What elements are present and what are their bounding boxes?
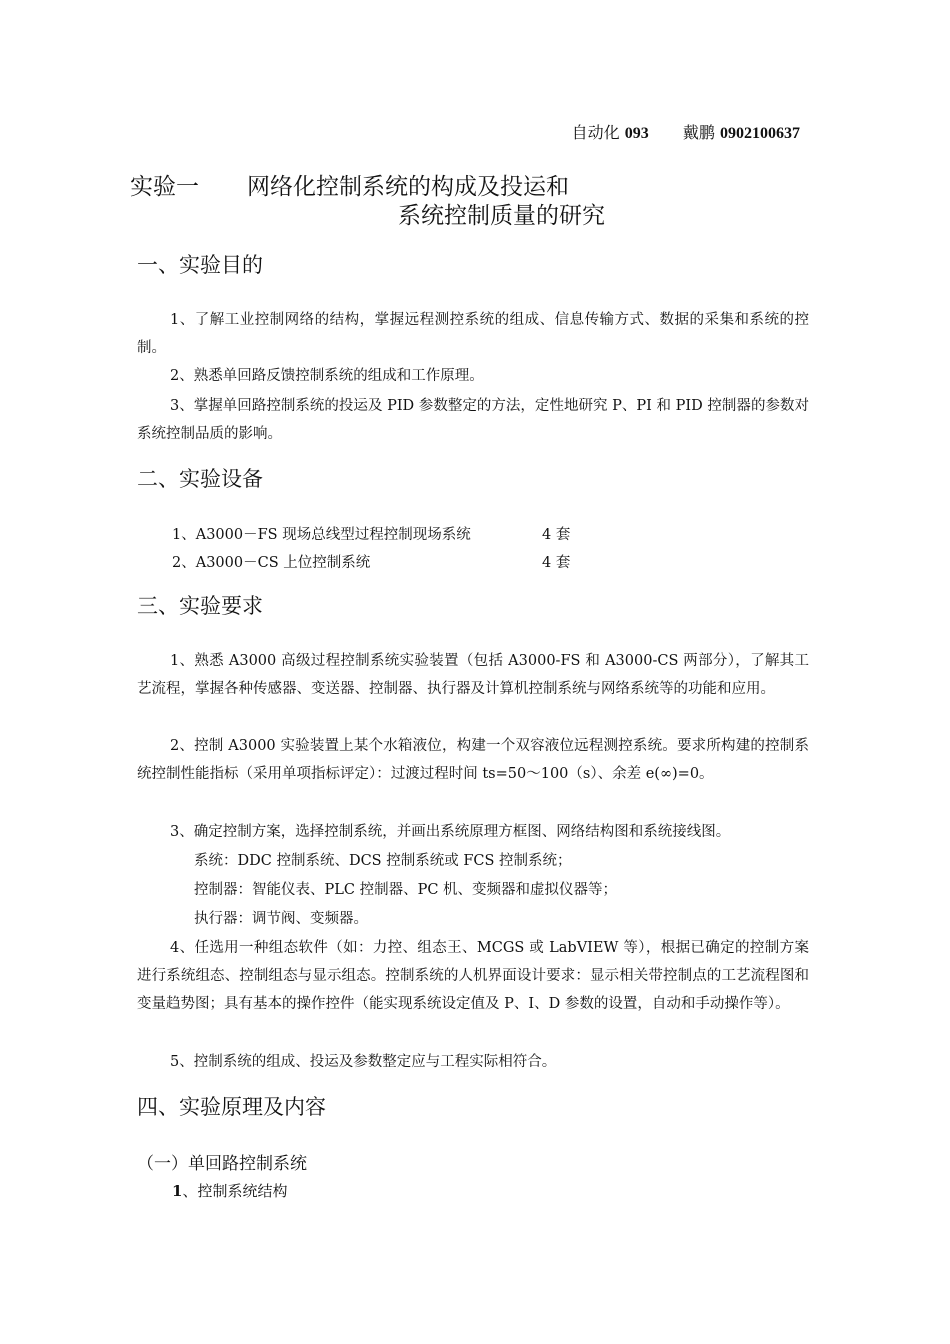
author-line [572,120,800,143]
equipment-item-2 [172,551,571,572]
purpose-item-2: 2、熟悉单回路反馈控制系统的组成和工作原理。 [170,368,484,384]
experiment-title-line2: 系统控制质量的研究 [398,203,605,229]
author-class-label: 自动化 [571,123,620,142]
section-heading-equipment: 二、实验设备 [137,467,263,491]
requirement-sub-system: 系统：DDC 控制系统、DCS 控制系统或 FCS 控制系统； [194,853,572,869]
requirement-item-1: 1、熟悉 A3000 高级过程控制系统实验装置（包括 A3000-FS 和 A3000-CS 两部分），了解其工艺流程，掌握各种传感器、变送器、控制器、执行器及计算机控制系统与网络系统等的功能和应用。 [137,653,809,697]
equipment-qty: 4 套 [542,527,571,543]
equipment-qty: 4 套 [542,555,571,571]
item-heading-control-structure [172,1180,287,1201]
subsection-heading-single-loop: （一）单回路控制系统 [137,1154,307,1174]
section-heading-purpose: 一、实验目的 [137,253,263,277]
requirement-item-3: 3、确定控制方案，选择控制系统，并画出系统原理方框图、网络结构图和系统接线图。 [170,824,731,840]
requirement-item-5: 5、控制系统的组成、投运及参数整定应与工程实际相符合。 [170,1054,557,1070]
purpose-item-1: 1、了解工业控制网络的结构，掌握远程测控系统的组成、信息传输方式、数据的采集和系统的控制。 [137,312,809,356]
equipment-name: 2、A3000－CS 上位控制系统 [172,555,371,571]
requirement-item-2: 2、控制 A3000 实验装置上某个水箱液位，构建一个双容液位远程测控系统。要求所构建的控制系统控制性能指标（采用单项指标评定）：过渡过程时间 ts=50～100（s）、余差 e(∞)=0。 [137,738,809,782]
section-heading-requirements: 三、实验要求 [137,594,263,618]
title-text-line1: 网络化控制系统的构成及投运和 [247,174,569,200]
author-name: 戴鹏 [682,123,715,142]
equipment-item-1 [172,523,571,544]
section-heading-principle: 四、实验原理及内容 [137,1095,326,1119]
item-text: 、控制系统结构 [182,1182,288,1200]
requirement-sub-actuator: 执行器：调节阀、变频器。 [194,911,368,927]
item-number: 1 [172,1182,183,1200]
purpose-item-3: 3、掌握单回路控制系统的投运及 PID 参数整定的方法，定性地研究 P、PI 和 PID 控制器的参数对系统控制品质的影响。 [137,398,809,442]
requirement-item-4: 4、任选用一种组态软件（如：力控、组态王、MCGS 或 LabVIEW 等），根据已确定的控制方案进行系统组态、控制组态与显示组态。控制系统的人机界面设计要求：显示相关带控制点的工艺流程图和变量趋势图；具有基本的操作控件（能实现系统设定值及 P、I、D 参数的设置，自动和手动操作等）。 [137,940,809,1012]
equipment-name: 1、A3000－FS 现场总线型过程控制现场系统 [172,527,471,543]
experiment-number: 实验一 [130,174,199,200]
author-class-num: 093 [624,125,649,142]
requirement-sub-controller: 控制器：智能仪表、PLC 控制器、PC 机、变频器和虚拟仪器等； [194,882,618,898]
author-student-id: 0902100637 [720,125,800,142]
